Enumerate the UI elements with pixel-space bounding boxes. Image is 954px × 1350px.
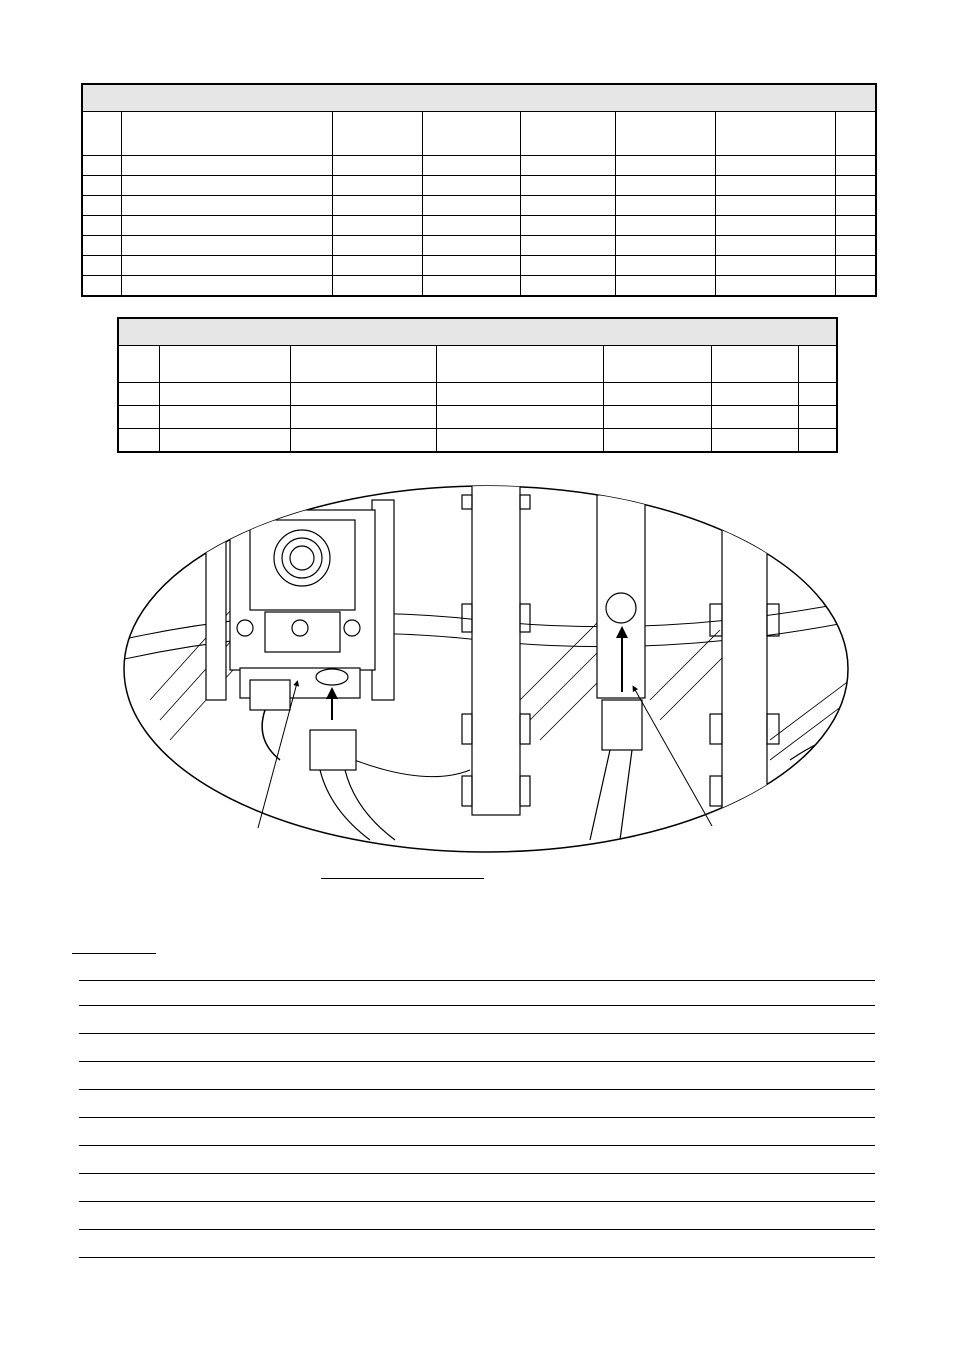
- note-line: [79, 1173, 875, 1174]
- table-2-header-cell: [436, 346, 603, 383]
- table-row: [118, 429, 837, 453]
- table-1-header-cell: [121, 112, 332, 156]
- technical-drawing: [118, 483, 858, 853]
- table-1-header-row: [82, 112, 876, 156]
- note-line: [79, 1033, 875, 1034]
- table-2-header-cell: [118, 346, 159, 383]
- table-row: [82, 256, 876, 276]
- table-1-header-cell: [615, 112, 715, 156]
- spec-table-2: [117, 317, 838, 453]
- table-row: [82, 276, 876, 297]
- table-1-title: [82, 84, 876, 112]
- spec-table-1: [81, 83, 877, 297]
- table-1-header-cell: [715, 112, 835, 156]
- table-row: [82, 216, 876, 236]
- table-1-header-cell: [835, 112, 876, 156]
- table-row: [82, 156, 876, 176]
- table-2-header-cell: [603, 346, 711, 383]
- table-row: [118, 383, 837, 406]
- table-row: [82, 236, 876, 256]
- table-2-title: [118, 318, 837, 346]
- table-2-header-cell: [159, 346, 290, 383]
- note-line: [79, 1089, 875, 1090]
- note-line: [79, 1229, 875, 1230]
- note-line: [79, 1145, 875, 1146]
- table-row: [118, 406, 837, 429]
- table-row: [82, 176, 876, 196]
- table-1-header-cell: [82, 112, 121, 156]
- table-2-header-cell: [798, 346, 837, 383]
- note-line: [79, 1005, 875, 1006]
- note-line: [79, 1201, 875, 1202]
- notes-heading-underline: [72, 953, 156, 954]
- note-line: [79, 1117, 875, 1118]
- table-1-header-cell: [520, 112, 615, 156]
- table-2-header-cell: [711, 346, 798, 383]
- note-line: [79, 980, 875, 981]
- table-2-header-row: [118, 346, 837, 383]
- figure-caption-underline: [321, 878, 484, 879]
- table-row: [82, 196, 876, 216]
- note-line: [79, 1257, 875, 1258]
- table-1-header-cell: [422, 112, 520, 156]
- note-line: [79, 1061, 875, 1062]
- table-2-header-cell: [290, 346, 436, 383]
- table-1-header-cell: [332, 112, 422, 156]
